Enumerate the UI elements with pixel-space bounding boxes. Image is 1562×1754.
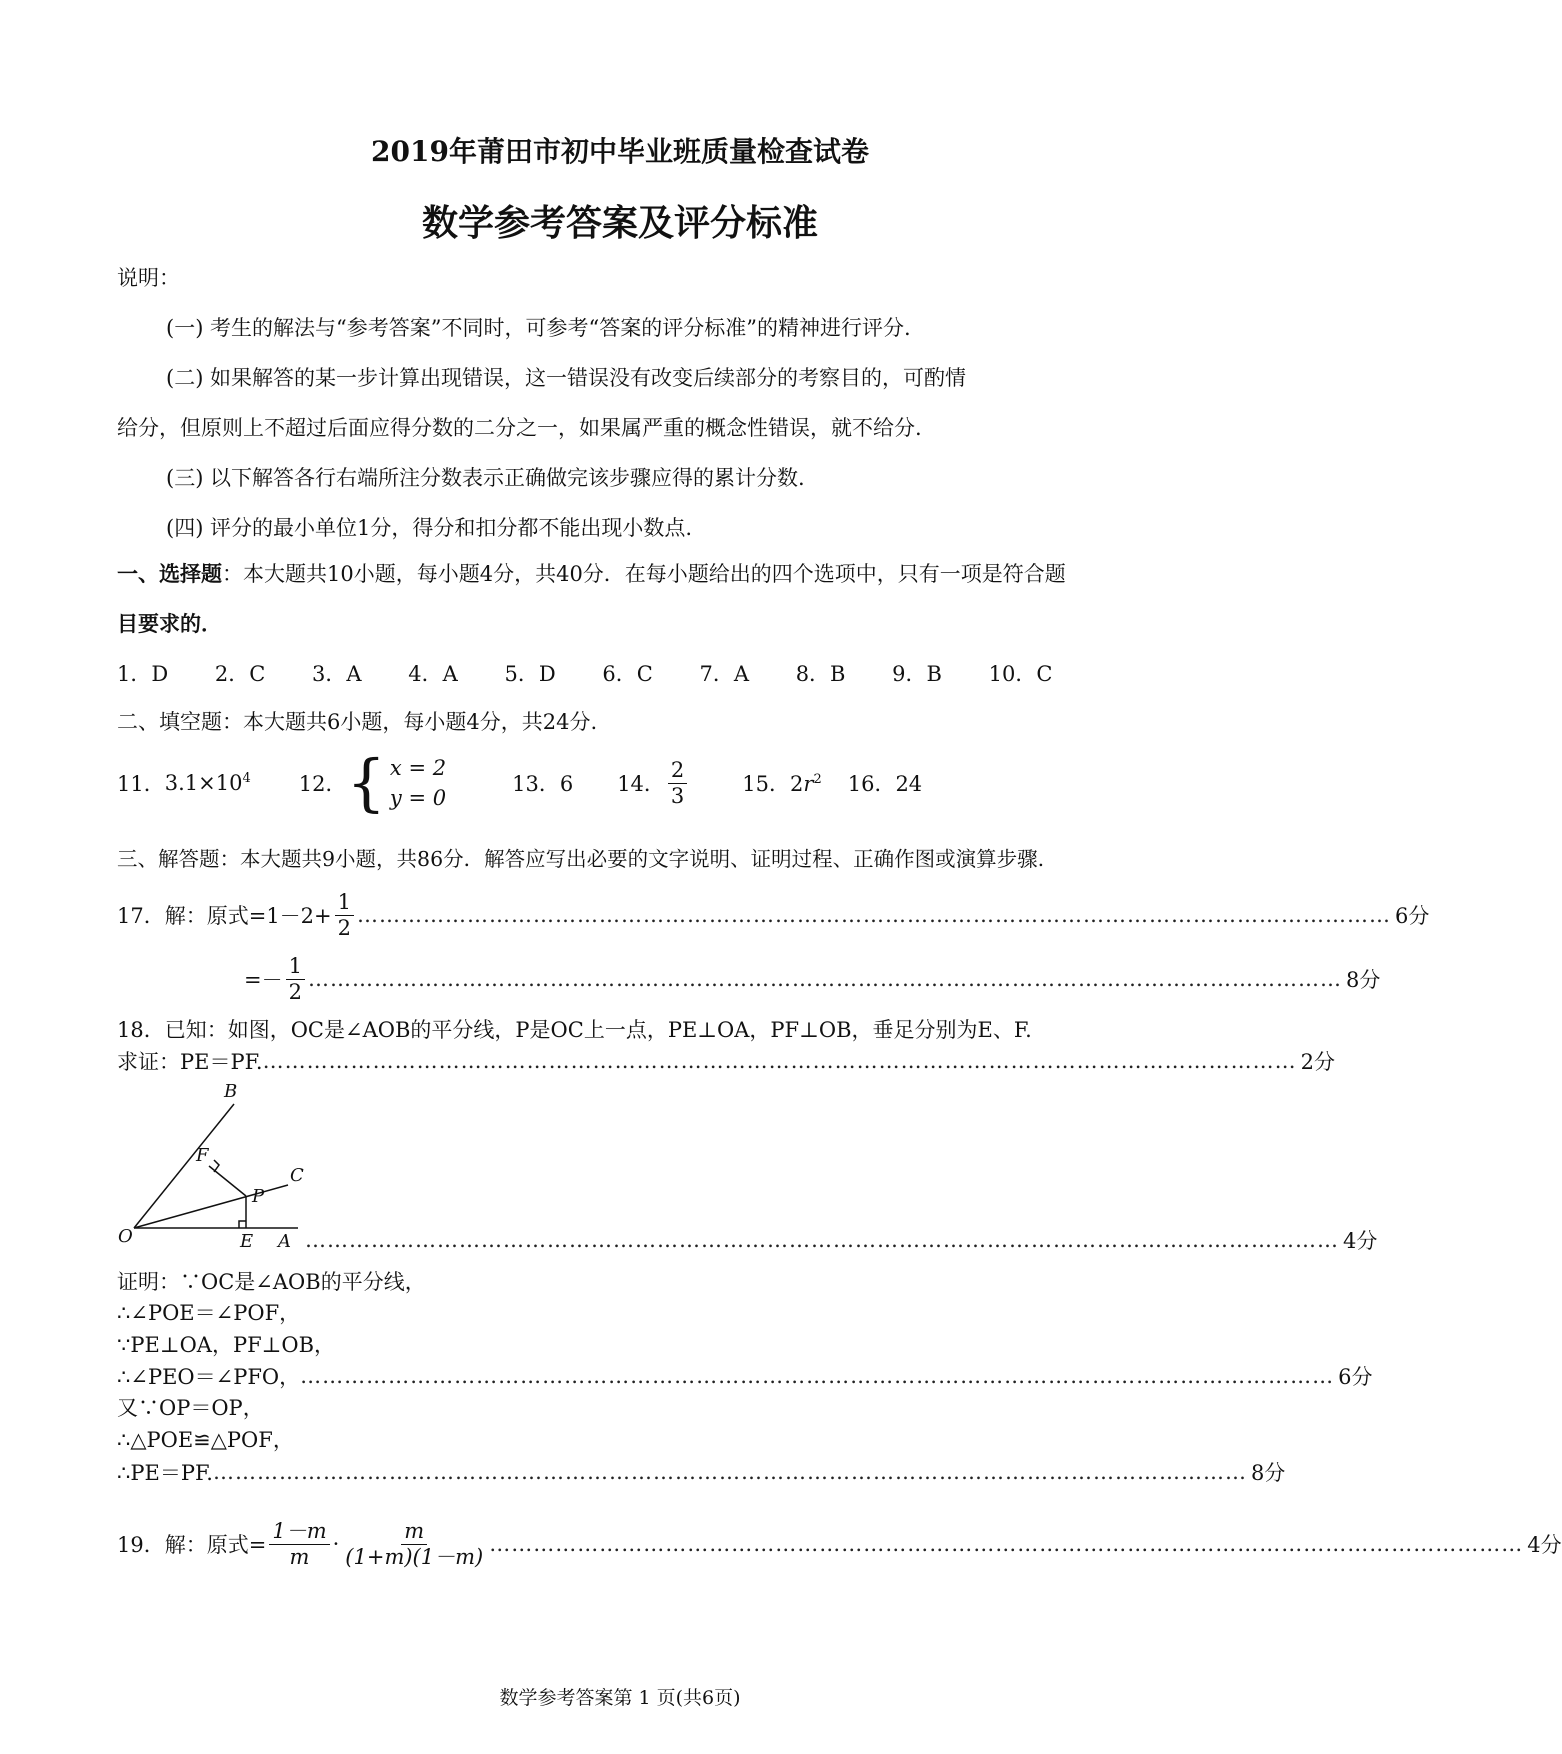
- q19-f2-numerator: m: [401, 1519, 427, 1544]
- label-e: E: [240, 1231, 254, 1252]
- dot-leader: ……………………………………………………………………………………………………………………………: [305, 1228, 1339, 1252]
- brace-glyph: {: [346, 746, 386, 819]
- q17-result-numerator: 1: [286, 954, 305, 979]
- dot-leader: ……………………………………………………………………………………………………………………………: [307, 967, 1342, 991]
- section1-desc-line2: 目要求的．: [117, 611, 222, 636]
- q19-f2-denominator: (1+m)(1－m): [345, 1544, 484, 1569]
- proof-line-7: ∴PE＝PF.: [117, 1461, 213, 1485]
- choice-answer-9: 9．B: [892, 662, 942, 686]
- multiply-dot: ·: [332, 1532, 340, 1556]
- answer-key-title: 数学参考答案及评分标准: [421, 202, 818, 244]
- q12-system: [346, 746, 447, 819]
- label-b: B: [224, 1081, 238, 1102]
- dot-leader: ……………………………………………………………………………………………………………………………: [262, 1049, 1297, 1073]
- q15-variable: r: [803, 772, 814, 796]
- q17-score-8: 8分: [1345, 968, 1381, 992]
- q17-label: 17．解：原式=1－2+: [117, 904, 332, 928]
- q15-answer: [742, 768, 821, 798]
- q19-label: 19．解：原式=: [117, 1533, 267, 1557]
- q16-answer: 16．24: [847, 772, 923, 796]
- q11-answer: [165, 771, 251, 795]
- q19-fraction-1: [269, 1519, 329, 1568]
- q19-line: [117, 1510, 1562, 1578]
- q18-score-6: 6分: [1338, 1365, 1373, 1389]
- q18-score-2: 2分: [1300, 1050, 1335, 1074]
- choice-answer-5: 5．D: [504, 662, 556, 686]
- right-angle-mark-e: [239, 1221, 246, 1228]
- choice-answer-3: 3．A: [312, 662, 362, 686]
- proof-line-4: ∴∠PEO＝∠PFO，: [117, 1365, 301, 1389]
- q11-exponent: 4: [242, 771, 251, 786]
- dot-leader: ……………………………………………………………………………………………………………………………: [300, 1364, 1335, 1388]
- dot-leader: ……………………………………………………………………………………………………………………………: [212, 1460, 1247, 1484]
- q18-figure-line: [305, 1223, 1378, 1257]
- note-3: (三) 以下解答各行右端所注分数表示正确做完该步骤应得的累计分数.: [166, 466, 805, 490]
- right-angle-mark-f: [214, 1160, 219, 1172]
- q17-denominator: 2: [337, 915, 352, 940]
- exam-title: 2019年莆田市初中毕业班质量检查试卷: [371, 135, 869, 168]
- q18-score-8: 8分: [1250, 1461, 1286, 1485]
- dot-leader: ……………………………………………………………………………………………………………………………: [357, 903, 1392, 927]
- choice-answer-1: 1．D: [117, 662, 169, 686]
- proof-line-1: 证明：∵OC是∠AOB的平分线，: [117, 1270, 426, 1294]
- q14-numerator: 2: [668, 758, 687, 783]
- q18-score-4: 4分: [1343, 1229, 1378, 1253]
- q17-result-denominator: 2: [288, 979, 302, 1004]
- label-p: P: [252, 1186, 265, 1207]
- q12-line2: y = 0: [389, 786, 447, 810]
- q12-label: 12．: [298, 772, 347, 796]
- fill-answers: [117, 748, 922, 818]
- label-o: O: [118, 1226, 133, 1247]
- proof-line-5: 又∵OP＝OP，: [117, 1396, 264, 1420]
- q18-given: 18．已知：如图，OC是∠AOB的平分线，P是OC上一点，PE⊥OA，PF⊥OB，垂足分别为E、F.: [117, 1018, 1032, 1042]
- q17-line2: [244, 947, 1381, 1011]
- section1-desc: ：本大题共10小题，每小题4分，共40分．在每小题给出的四个选项中，只有一项是符合题: [222, 562, 1066, 586]
- q17-score-6: 6分: [1395, 904, 1430, 928]
- q17-result-fraction: [286, 954, 305, 1003]
- q13-answer: 13．6: [512, 772, 574, 796]
- choice-answer-4: 4．A: [408, 662, 458, 686]
- section2-heading: 二、填空题：本大题共6小题，每小题4分，共24分.: [117, 710, 598, 734]
- q15-label: 15．2: [742, 772, 804, 796]
- choice-answer-6: 6．C: [602, 662, 653, 686]
- choice-answer-2: 2．C: [214, 662, 266, 686]
- q19-fraction-2: [342, 1519, 486, 1568]
- q18-prove: 求证：PE＝PF.: [117, 1050, 263, 1074]
- choice-answer-10: 10．C: [988, 662, 1053, 686]
- ray-oc: [134, 1185, 288, 1228]
- note-4: (四) 评分的最小单位1分，得分和扣分都不能出现小数点.: [166, 516, 693, 540]
- q19-f1-denominator: m: [289, 1544, 310, 1569]
- q11-label: 11．: [117, 772, 165, 796]
- choice-answers: [117, 658, 1092, 688]
- note-2-line1: (二) 如果解答的某一步计算出现错误，这一错误没有改变后续部分的考察目的，可酌情: [166, 366, 967, 390]
- section3-heading: 三、解答题：本大题共9小题，共86分．解答应写出必要的文字说明、证明过程、正确作图或演算步骤.: [117, 847, 1045, 871]
- q14-denominator: 3: [670, 783, 685, 808]
- angle-bisector-figure: [110, 1075, 310, 1250]
- choice-answer-8: 8．B: [795, 662, 846, 686]
- q17-line2-prefix: =－: [244, 968, 283, 992]
- notes-label: 说明：: [117, 266, 180, 290]
- q17-line1: [117, 883, 1430, 947]
- q18-prove-line: [117, 1044, 1335, 1078]
- choice-answer-7: 7．A: [699, 662, 749, 686]
- q19-score-4: 4分: [1527, 1533, 1562, 1557]
- q17-fraction: [335, 890, 354, 939]
- q15-exponent: 2: [813, 772, 822, 787]
- proof-line-6: ∴△POE≌△POF，: [117, 1428, 294, 1452]
- dot-leader: ……………………………………………………………………………………………………………………………: [489, 1532, 1524, 1556]
- q17-numerator: 1: [335, 890, 354, 915]
- note-2-line2: 给分，但原则上不超过后面应得分数的二分之一，如果属严重的概念性错误，就不给分.: [117, 416, 922, 440]
- proof-line-2: ∴∠POE＝∠POF，: [117, 1301, 301, 1325]
- q19-f1-numerator: 1－m: [269, 1519, 329, 1544]
- section1-line1: [117, 558, 1066, 588]
- proof-line-3: ∵PE⊥OA，PF⊥OB，: [117, 1333, 336, 1357]
- label-a: A: [278, 1231, 291, 1252]
- section1-heading: 一、选择题: [117, 561, 222, 586]
- q12-line1: x = 2: [389, 755, 447, 780]
- q11-base: 3.1×10: [164, 771, 243, 795]
- proof-line-7-row: [117, 1456, 1286, 1488]
- label-c: C: [290, 1165, 304, 1186]
- note-1: (一) 考生的解法与“参考答案”不同时，可参考“答案的评分标准”的精神进行评分.: [166, 316, 911, 340]
- proof-line-4-row: [117, 1360, 1373, 1392]
- q14-label: 14．: [617, 772, 665, 796]
- page-footer: 数学参考答案第 1 页(共6页): [499, 1687, 741, 1709]
- q14-fraction: [668, 758, 687, 807]
- label-f: F: [196, 1145, 209, 1166]
